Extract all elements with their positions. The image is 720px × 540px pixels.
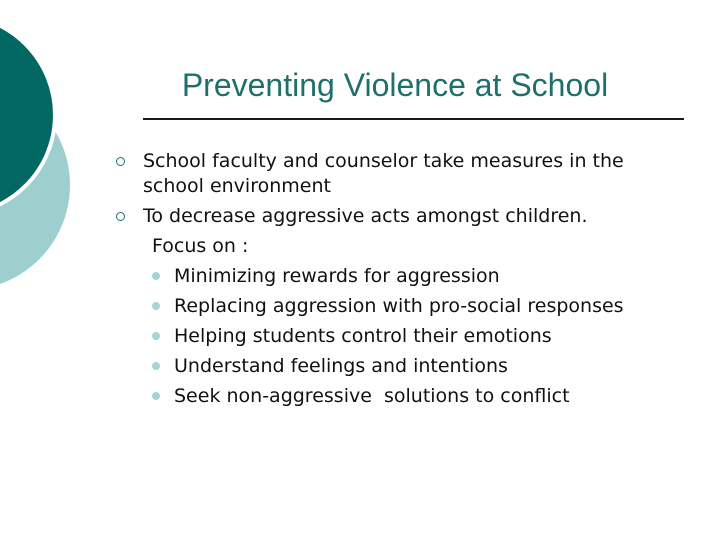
focus-item-1: Minimizing rewards for aggression [174,265,500,287]
dot-bullet-icon [152,392,160,400]
bullet-1-line-2: school environment [143,175,331,197]
dot-bullet-icon [152,272,160,280]
focus-item-2: Replacing aggression with pro-social responses [174,295,624,317]
ring-bullet-icon [116,212,125,221]
focus-item-5: Seek non-aggressive solutions to conflict [174,385,570,407]
ring-bullet-icon [116,157,125,166]
bullet-1-line-1: School faculty and counselor take measures in the [143,150,624,172]
bullet-2-line-1: To decrease aggressive acts amongst children. [143,205,588,227]
focus-item-3: Helping students control their emotions [174,325,552,347]
dot-bullet-icon [152,302,160,310]
focus-item-4: Understand feelings and intentions [174,355,508,377]
dot-bullet-icon [152,332,160,340]
focus-label: Focus on : [152,235,249,257]
dot-bullet-icon [152,362,160,370]
slide-title: Preventing Violence at School [181,67,609,103]
